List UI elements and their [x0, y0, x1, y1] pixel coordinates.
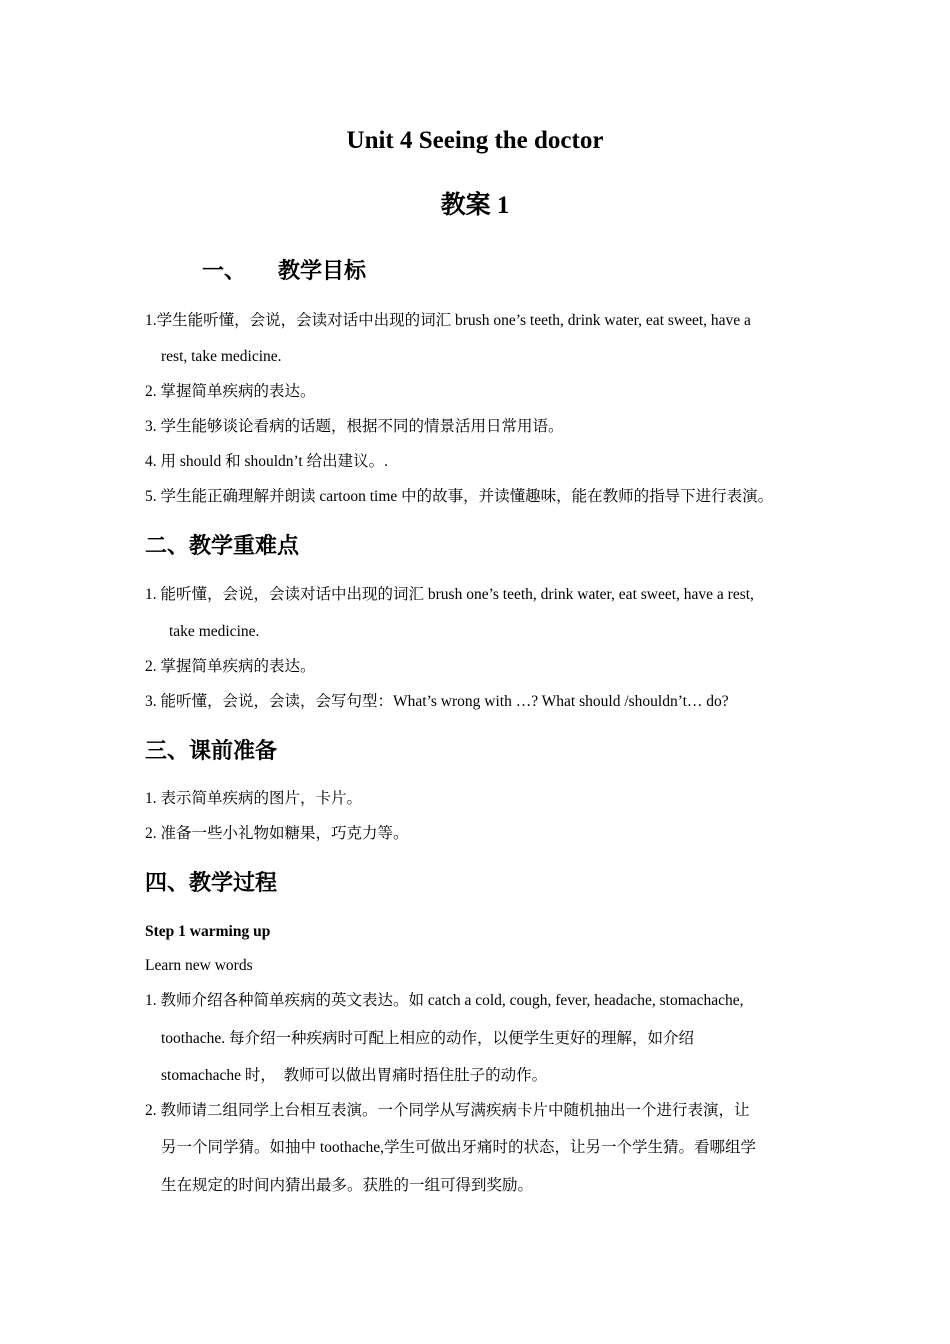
section-2-line-1: 1. 能听懂，会说，会读对话中出现的词汇 brush one’s teeth, drink water, eat sweet, have a rest,: [145, 586, 754, 603]
section-4-line-1-cont-a: toothache. 每介绍一种疾病时可配上相应的动作，以便学生更好的理解，如介绍: [161, 1030, 695, 1047]
section-1-line-1-cont: rest, take medicine.: [161, 348, 282, 365]
section-2-line-1-cont: take medicine.: [169, 623, 260, 640]
section-3-line-2: 2. 准备一些小礼物如糖果，巧克力等。: [145, 825, 409, 842]
document-title: Unit 4 Seeing the doctor: [346, 127, 604, 154]
section-1-number: 一、: [202, 258, 247, 283]
section-1-line-3: 3. 学生能够谈论看病的话题，根据不同的情景活用日常用语。: [145, 418, 564, 435]
section-2-title: 二、教学重难点: [145, 533, 300, 558]
section-4-line-2: 2. 教师请二组同学上台相互表演。一个同学从写满疾病卡片中随机抽出一个进行表演，让: [145, 1102, 750, 1119]
section-2-line-2: 2. 掌握简单疾病的表达。: [145, 658, 316, 675]
section-1-line-4: 4. 用 should 和 shouldn’t 给出建议。.: [145, 453, 388, 470]
section-2-line-3: 3. 能听懂，会说，会读，会写句型：What’s wrong with …? What should /shouldn’t… do?: [145, 693, 729, 710]
section-1-title: 教学目标: [278, 258, 367, 283]
section-4-line-1-cont-b: stomachache 时， 教师可以做出胃痛时捂住肚子的动作。: [161, 1067, 548, 1084]
section-1-line-5: 5. 学生能正确理解并朗读 cartoon time 中的故事，并读懂趣味，能在教师的指导下进行表演。: [145, 488, 774, 505]
document-subtitle: 教案 1: [440, 192, 510, 219]
section-4-line-2-cont-b: 生在规定的时间内猜出最多。获胜的一组可得到奖励。: [161, 1177, 534, 1194]
section-4-title: 四、教学过程: [145, 870, 278, 895]
learn-new-words: Learn new words: [145, 957, 253, 974]
section-4-line-2-cont-a: 另一个同学猜。如抽中 toothache,学生可做出牙痛时的状态，让另一个学生猜。看哪组学: [161, 1139, 757, 1156]
section-4-line-1: 1. 教师介绍各种简单疾病的英文表达。如 catch a cold, cough, fever, headache, stomachache,: [145, 992, 744, 1009]
step-1-heading: Step 1 warming up: [145, 923, 271, 940]
section-1-line-1: 1.学生能听懂，会说，会读对话中出现的词汇 brush one’s teeth, drink water, eat sweet, have a: [145, 312, 751, 329]
section-1-line-2: 2. 掌握简单疾病的表达。: [145, 383, 316, 400]
section-3-title: 三、课前准备: [145, 738, 278, 763]
section-3-line-1: 1. 表示简单疾病的图片，卡片。: [145, 790, 363, 807]
